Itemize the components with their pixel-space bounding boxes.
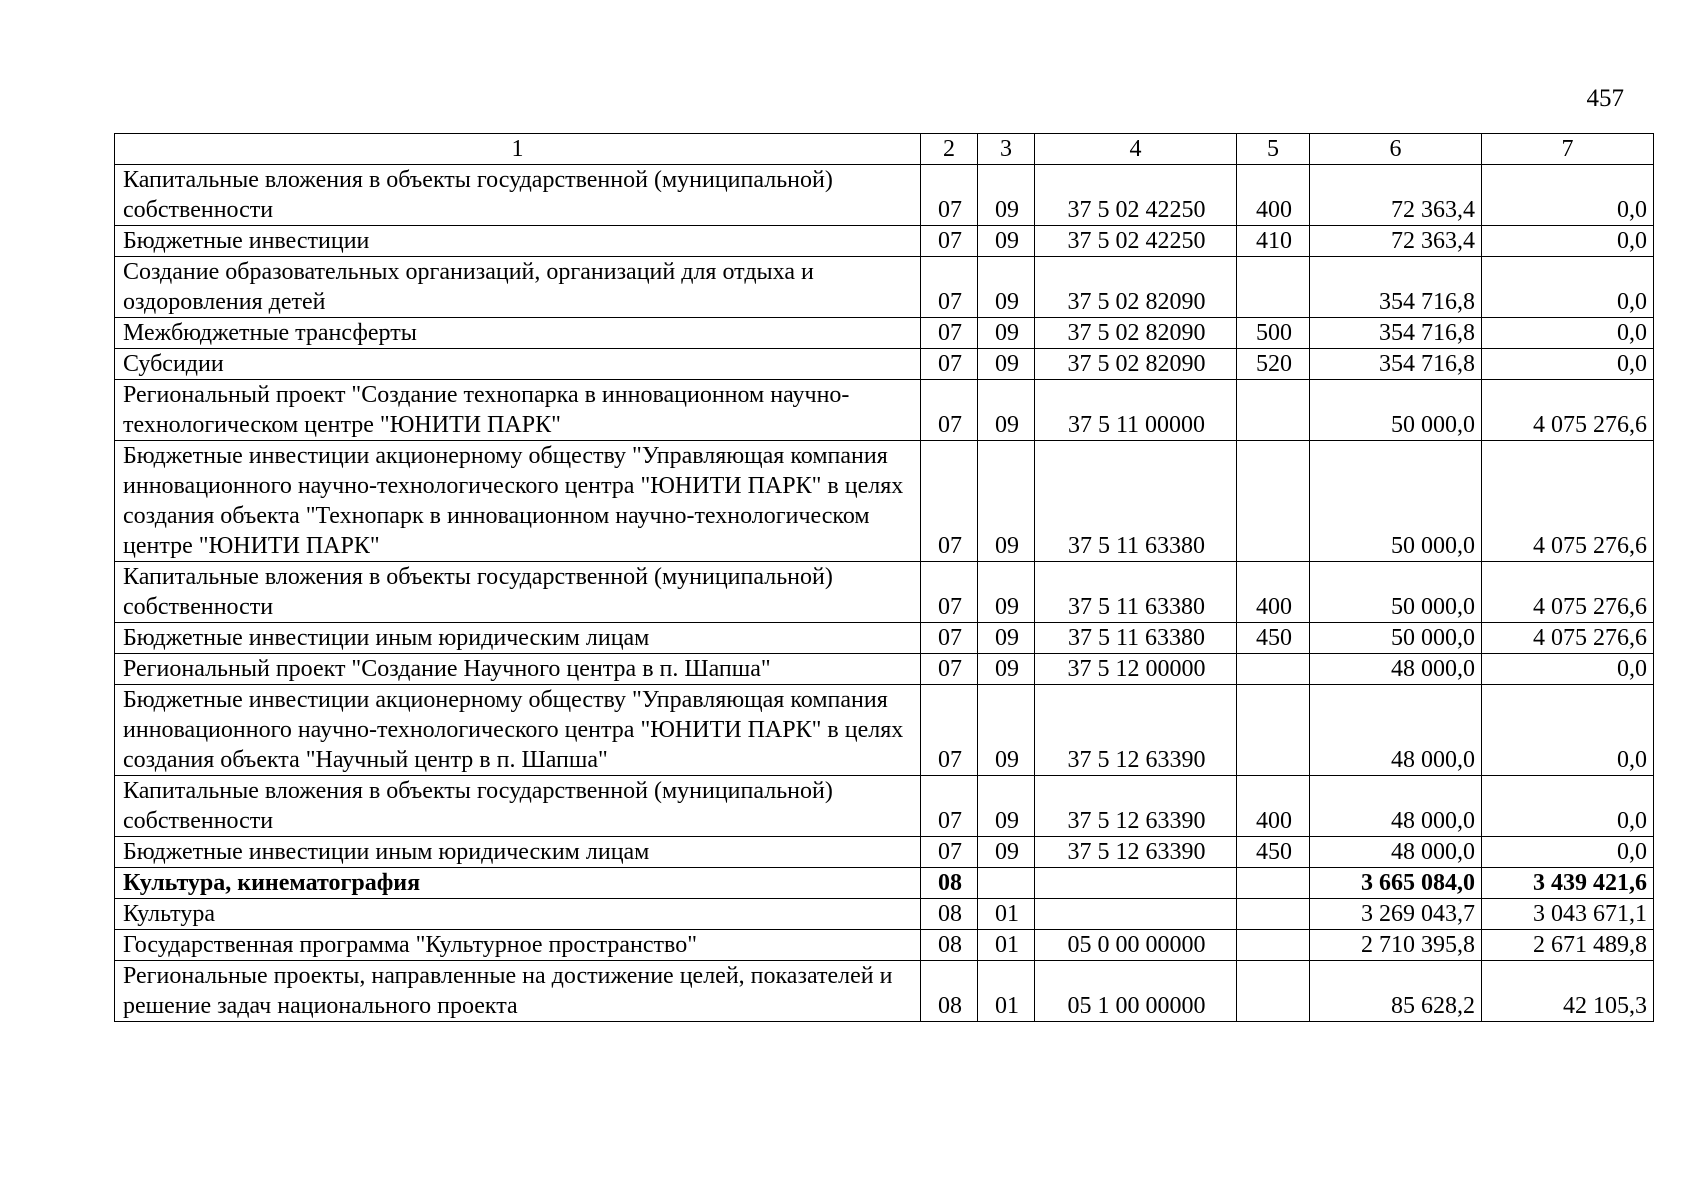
header-cell: 5 bbox=[1237, 134, 1310, 165]
section-code-cell: 07 bbox=[921, 654, 978, 685]
section-code-cell: 07 bbox=[921, 380, 978, 441]
header-row bbox=[115, 134, 1654, 165]
header-cell: 2 bbox=[921, 134, 978, 165]
target-article-cell bbox=[1035, 868, 1237, 899]
table-row bbox=[115, 562, 1654, 623]
table-row bbox=[115, 165, 1654, 226]
header-cell: 1 bbox=[115, 134, 921, 165]
section-code-cell: 08 bbox=[921, 930, 978, 961]
amount-year2-cell: 4 075 276,6 bbox=[1482, 380, 1654, 441]
table-row bbox=[115, 899, 1654, 930]
amount-year1-cell: 354 716,8 bbox=[1310, 349, 1482, 380]
amount-year2-cell: 0,0 bbox=[1482, 837, 1654, 868]
amount-year1-cell: 50 000,0 bbox=[1310, 380, 1482, 441]
table-row bbox=[115, 654, 1654, 685]
target-article-cell: 37 5 02 42250 bbox=[1035, 226, 1237, 257]
amount-year1-cell: 48 000,0 bbox=[1310, 685, 1482, 776]
amount-year2-cell: 0,0 bbox=[1482, 349, 1654, 380]
expense-type-cell: 450 bbox=[1237, 623, 1310, 654]
amount-year2-cell: 0,0 bbox=[1482, 654, 1654, 685]
row-name-cell: Культура bbox=[115, 899, 921, 930]
expense-type-cell bbox=[1237, 930, 1310, 961]
section-code-cell: 07 bbox=[921, 318, 978, 349]
table-row bbox=[115, 776, 1654, 837]
subsection-code-cell: 09 bbox=[978, 837, 1035, 868]
row-name-cell: Бюджетные инвестиции иным юридическим лицам bbox=[115, 837, 921, 868]
subsection-code-cell: 09 bbox=[978, 776, 1035, 837]
amount-year1-cell: 2 710 395,8 bbox=[1310, 930, 1482, 961]
amount-year1-cell: 72 363,4 bbox=[1310, 165, 1482, 226]
amount-year1-cell: 48 000,0 bbox=[1310, 654, 1482, 685]
target-article-cell: 37 5 11 63380 bbox=[1035, 623, 1237, 654]
amount-year1-cell: 48 000,0 bbox=[1310, 776, 1482, 837]
header-cell: 4 bbox=[1035, 134, 1237, 165]
section-code-cell: 07 bbox=[921, 837, 978, 868]
amount-year1-cell: 72 363,4 bbox=[1310, 226, 1482, 257]
subsection-code-cell: 09 bbox=[978, 257, 1035, 318]
row-name-cell: Культура, кинематография bbox=[115, 868, 921, 899]
target-article-cell: 37 5 12 00000 bbox=[1035, 654, 1237, 685]
row-name-cell: Капитальные вложения в объекты государственной (муниципальной) собственности bbox=[115, 165, 921, 226]
amount-year1-cell: 50 000,0 bbox=[1310, 441, 1482, 562]
target-article-cell: 37 5 11 63380 bbox=[1035, 441, 1237, 562]
expense-type-cell: 520 bbox=[1237, 349, 1310, 380]
section-code-cell: 07 bbox=[921, 685, 978, 776]
target-article-cell bbox=[1035, 899, 1237, 930]
subsection-code-cell: 01 bbox=[978, 899, 1035, 930]
subsection-code-cell: 09 bbox=[978, 226, 1035, 257]
section-code-cell: 07 bbox=[921, 441, 978, 562]
amount-year2-cell: 42 105,3 bbox=[1482, 961, 1654, 1022]
row-name-cell: Субсидии bbox=[115, 349, 921, 380]
target-article-cell: 37 5 11 00000 bbox=[1035, 380, 1237, 441]
amount-year2-cell: 3 043 671,1 bbox=[1482, 899, 1654, 930]
subsection-code-cell: 09 bbox=[978, 623, 1035, 654]
section-code-cell: 07 bbox=[921, 226, 978, 257]
target-article-cell: 37 5 02 82090 bbox=[1035, 349, 1237, 380]
subsection-code-cell: 09 bbox=[978, 685, 1035, 776]
expense-type-cell: 400 bbox=[1237, 165, 1310, 226]
row-name-cell: Создание образовательных организаций, организаций для отдыха и оздоровления детей bbox=[115, 257, 921, 318]
section-code-cell: 07 bbox=[921, 165, 978, 226]
subsection-code-cell: 09 bbox=[978, 349, 1035, 380]
expense-type-cell bbox=[1237, 380, 1310, 441]
header-cell: 7 bbox=[1482, 134, 1654, 165]
subsection-code-cell: 09 bbox=[978, 380, 1035, 441]
amount-year1-cell: 354 716,8 bbox=[1310, 318, 1482, 349]
expense-type-cell: 450 bbox=[1237, 837, 1310, 868]
section-code-cell: 08 bbox=[921, 868, 978, 899]
target-article-cell: 37 5 12 63390 bbox=[1035, 776, 1237, 837]
table-row bbox=[115, 226, 1654, 257]
section-code-cell: 07 bbox=[921, 562, 978, 623]
table-row bbox=[115, 961, 1654, 1022]
section-code-cell: 08 bbox=[921, 961, 978, 1022]
section-code-cell: 08 bbox=[921, 899, 978, 930]
amount-year2-cell: 4 075 276,6 bbox=[1482, 623, 1654, 654]
target-article-cell: 05 1 00 00000 bbox=[1035, 961, 1237, 1022]
section-code-cell: 07 bbox=[921, 257, 978, 318]
subsection-code-cell: 09 bbox=[978, 562, 1035, 623]
amount-year2-cell: 4 075 276,6 bbox=[1482, 562, 1654, 623]
expense-type-cell: 400 bbox=[1237, 562, 1310, 623]
expense-type-cell bbox=[1237, 654, 1310, 685]
table-row bbox=[115, 837, 1654, 868]
subsection-code-cell: 09 bbox=[978, 318, 1035, 349]
expense-type-cell bbox=[1237, 441, 1310, 562]
expense-type-cell bbox=[1237, 899, 1310, 930]
expense-type-cell bbox=[1237, 257, 1310, 318]
target-article-cell: 37 5 02 82090 bbox=[1035, 257, 1237, 318]
subsection-code-cell: 09 bbox=[978, 654, 1035, 685]
amount-year1-cell: 354 716,8 bbox=[1310, 257, 1482, 318]
amount-year1-cell: 50 000,0 bbox=[1310, 623, 1482, 654]
table-row bbox=[115, 930, 1654, 961]
row-name-cell: Бюджетные инвестиции bbox=[115, 226, 921, 257]
amount-year2-cell: 0,0 bbox=[1482, 165, 1654, 226]
row-name-cell: Региональный проект "Создание Научного центра в п. Шапша" bbox=[115, 654, 921, 685]
budget-table bbox=[114, 133, 1654, 1022]
amount-year1-cell: 48 000,0 bbox=[1310, 837, 1482, 868]
target-article-cell: 37 5 11 63380 bbox=[1035, 562, 1237, 623]
target-article-cell: 05 0 00 00000 bbox=[1035, 930, 1237, 961]
amount-year1-cell: 3 665 084,0 bbox=[1310, 868, 1482, 899]
expense-type-cell bbox=[1237, 868, 1310, 899]
row-name-cell: Государственная программа "Культурное пространство" bbox=[115, 930, 921, 961]
amount-year2-cell: 0,0 bbox=[1482, 318, 1654, 349]
table-row bbox=[115, 685, 1654, 776]
row-name-cell: Капитальные вложения в объекты государственной (муниципальной) собственности bbox=[115, 562, 921, 623]
table-row bbox=[115, 257, 1654, 318]
row-name-cell: Капитальные вложения в объекты государственной (муниципальной) собственности bbox=[115, 776, 921, 837]
target-article-cell: 37 5 02 42250 bbox=[1035, 165, 1237, 226]
expense-type-cell bbox=[1237, 961, 1310, 1022]
table-body bbox=[115, 134, 1654, 1022]
amount-year2-cell: 3 439 421,6 bbox=[1482, 868, 1654, 899]
subsection-code-cell: 09 bbox=[978, 165, 1035, 226]
amount-year2-cell: 0,0 bbox=[1482, 776, 1654, 837]
row-name-cell: Бюджетные инвестиции акционерному обществу "Управляющая компания инновационного научно-технологического центра "ЮНИТИ ПАРК" в целях создания объекта "Научный центр в п. Шапша" bbox=[115, 685, 921, 776]
amount-year2-cell: 0,0 bbox=[1482, 685, 1654, 776]
page-number: 457 bbox=[1586, 85, 1624, 112]
header-cell: 6 bbox=[1310, 134, 1482, 165]
amount-year2-cell: 0,0 bbox=[1482, 257, 1654, 318]
expense-type-cell: 410 bbox=[1237, 226, 1310, 257]
amount-year2-cell: 2 671 489,8 bbox=[1482, 930, 1654, 961]
amount-year2-cell: 0,0 bbox=[1482, 226, 1654, 257]
expense-type-cell: 400 bbox=[1237, 776, 1310, 837]
target-article-cell: 37 5 02 82090 bbox=[1035, 318, 1237, 349]
expense-type-cell: 500 bbox=[1237, 318, 1310, 349]
amount-year1-cell: 85 628,2 bbox=[1310, 961, 1482, 1022]
table-row bbox=[115, 349, 1654, 380]
amount-year2-cell: 4 075 276,6 bbox=[1482, 441, 1654, 562]
amount-year1-cell: 3 269 043,7 bbox=[1310, 899, 1482, 930]
subsection-code-cell bbox=[978, 868, 1035, 899]
expense-type-cell bbox=[1237, 685, 1310, 776]
table-row bbox=[115, 380, 1654, 441]
amount-year1-cell: 50 000,0 bbox=[1310, 562, 1482, 623]
section-code-cell: 07 bbox=[921, 623, 978, 654]
row-name-cell: Региональный проект "Создание технопарка в инновационном научно-технологическом центре "ЮНИТИ ПАРК" bbox=[115, 380, 921, 441]
section-code-cell: 07 bbox=[921, 776, 978, 837]
target-article-cell: 37 5 12 63390 bbox=[1035, 685, 1237, 776]
row-name-cell: Региональные проекты, направленные на достижение целей, показателей и решение задач национального проекта bbox=[115, 961, 921, 1022]
target-article-cell: 37 5 12 63390 bbox=[1035, 837, 1237, 868]
row-name-cell: Бюджетные инвестиции иным юридическим лицам bbox=[115, 623, 921, 654]
table-row bbox=[115, 318, 1654, 349]
row-name-cell: Межбюджетные трансферты bbox=[115, 318, 921, 349]
subsection-code-cell: 09 bbox=[978, 441, 1035, 562]
subsection-code-cell: 01 bbox=[978, 961, 1035, 1022]
table-row bbox=[115, 623, 1654, 654]
section-code-cell: 07 bbox=[921, 349, 978, 380]
subsection-code-cell: 01 bbox=[978, 930, 1035, 961]
table-row bbox=[115, 441, 1654, 562]
row-name-cell: Бюджетные инвестиции акционерному обществу "Управляющая компания инновационного научно-технологического центра "ЮНИТИ ПАРК" в целях создания объекта "Технопарк в инновационном научно-технологическом центре "ЮНИТИ ПАРК" bbox=[115, 441, 921, 562]
header-cell: 3 bbox=[978, 134, 1035, 165]
table-row bbox=[115, 868, 1654, 899]
